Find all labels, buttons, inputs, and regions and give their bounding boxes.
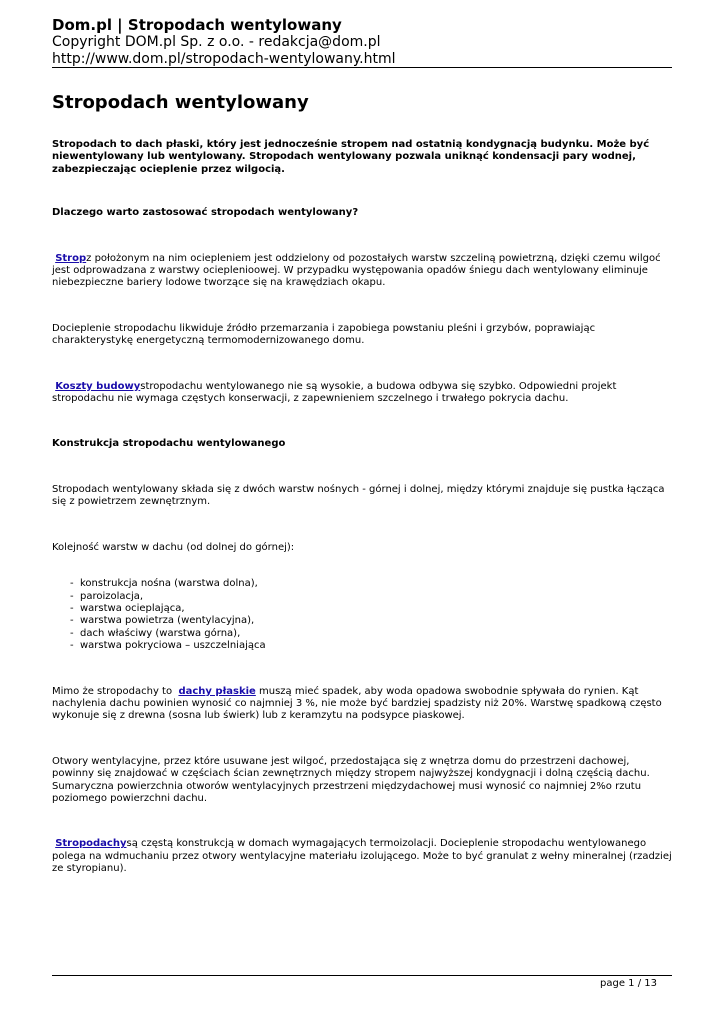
section-heading-construction: Konstrukcja stropodachu wentylowanego	[52, 438, 286, 450]
section-heading-why: Dlaczego warto zastosować stropodach wentylowany?	[52, 207, 359, 219]
list-item: - paroizolacja,	[70, 591, 672, 603]
copyright-line: Copyright DOM.pl Sp. z o.o. - redakcja@dom.pl	[52, 34, 381, 50]
document-header	[52, 16, 672, 68]
paragraph-strop	[52, 253, 672, 290]
paragraph-spadek	[52, 686, 672, 723]
source-url: http://www.dom.pl/stropodach-wentylowany.html	[52, 51, 396, 67]
page-number: page 1 / 13	[600, 978, 657, 989]
paragraph-stropodachy-text: są częstą konstrukcją w domach wymagających termoizolacji. Docieplenie stropodachu wentylowanego polega na wdmuchaniu przez otwory wentylacyjne materiału izolującego. Może to być granulat z wełny mineralnej (rzadziej ze styropianu).	[52, 838, 672, 875]
link-strop[interactable]: Strop	[55, 252, 87, 264]
list-item: - warstwa pokryciowa – uszczelniająca	[70, 640, 672, 652]
paragraph-spadek-before: Mimo że stropodachy to	[52, 685, 176, 697]
paragraph-koszty	[52, 381, 672, 406]
paragraph-construction: Stropodach wentylowany składa się z dwóch warstw nośnych - górnej i dolnej, między którymi znajduje się pustka łącząca się z powietrzem zewnętrznym.	[52, 483, 665, 508]
paragraph-spadek-after: muszą mieć spadek, aby woda opadowa swobodnie spływała do rynien. Kąt nachylenia dachu powinien wynosić co najmniej 3 %, nie może być bardziej spadzisty niż 20%. Warstwę spadkową często wykonuje się z drewna (sosna lub świerk) lub z keramzytu na podsypce piaskowej.	[52, 685, 662, 722]
header-divider	[52, 67, 672, 68]
paragraph-strop-text: z położonym na nim ociepleniem jest oddzielony od pozostałych warstw szczeliną powietrzną, dzięki czemu wilgoć jest odprowadzana z warstwy ocieplenioowej. W przypadku występowania opadów śniegu dach wentylowany eliminuje niebezpieczne bariery lodowe tworzące się na krawędziach okapu.	[52, 252, 661, 289]
paragraph-layers-intro: Kolejność warstw w dachu (od dolnej do górnej):	[52, 541, 295, 553]
article-body	[52, 92, 672, 876]
layers-list	[52, 578, 672, 652]
paragraph-otwory: Otwory wentylacyjne, przez które usuwane jest wilgoć, przedostająca się z wnętrza domu do przestrzeni dachowej, powinny się znajdować w częściach ścian zewnętrznych między stropem najwyższej kondygnacji i dolną częścią dachu. Sumaryczna powierzchnia otworów wentylacyjnych przestrzeni międzydachowej musi wynosić co najmniej 2%o rzutu poziomego powierzchni dachu.	[52, 755, 650, 804]
article-lead: Stropodach to dach płaski, który jest jednocześnie stropem nad ostatnią kondygnacją budynku. Może być niewentylowany lub wentylowany. Stropodach wentylowany pozwala uniknąć kondensacji pary wodnej, zabezpieczając ocieplenie przez wilgocią.	[52, 139, 650, 175]
link-dachy-plaskie[interactable]: dachy płaskie	[178, 685, 256, 697]
list-item: - dach właściwy (warstwa górna),	[70, 628, 672, 640]
site-title: Dom.pl | Stropodach wentylowany	[52, 16, 342, 34]
footer-divider	[52, 975, 672, 976]
list-item: - konstrukcja nośna (warstwa dolna),	[70, 578, 672, 590]
list-item: - warstwa ocieplająca,	[70, 603, 672, 615]
article-title: Stropodach wentylowany	[52, 92, 309, 113]
paragraph-stropodachy	[52, 838, 672, 875]
link-koszty-budowy[interactable]: Koszty budowy	[55, 380, 141, 392]
list-item: - warstwa powietrza (wentylacyjna),	[70, 615, 672, 627]
paragraph-docieplenie: Docieplenie stropodachu likwiduje źródło przemarzania i zapobiega powstaniu pleśni i grzybów, poprawiając charakterystykę energetyczną termomodernizowanego domu.	[52, 322, 596, 347]
paragraph-koszty-text: stropodachu wentylowanego nie są wysokie, a budowa odbywa się szybko. Odpowiedni projekt stropodachu nie wymaga częstych konserwacji, z zapewnieniem szczelnego i trwałego pokrycia dachu.	[52, 380, 617, 405]
link-stropodachy[interactable]: Stropodachy	[55, 838, 127, 850]
